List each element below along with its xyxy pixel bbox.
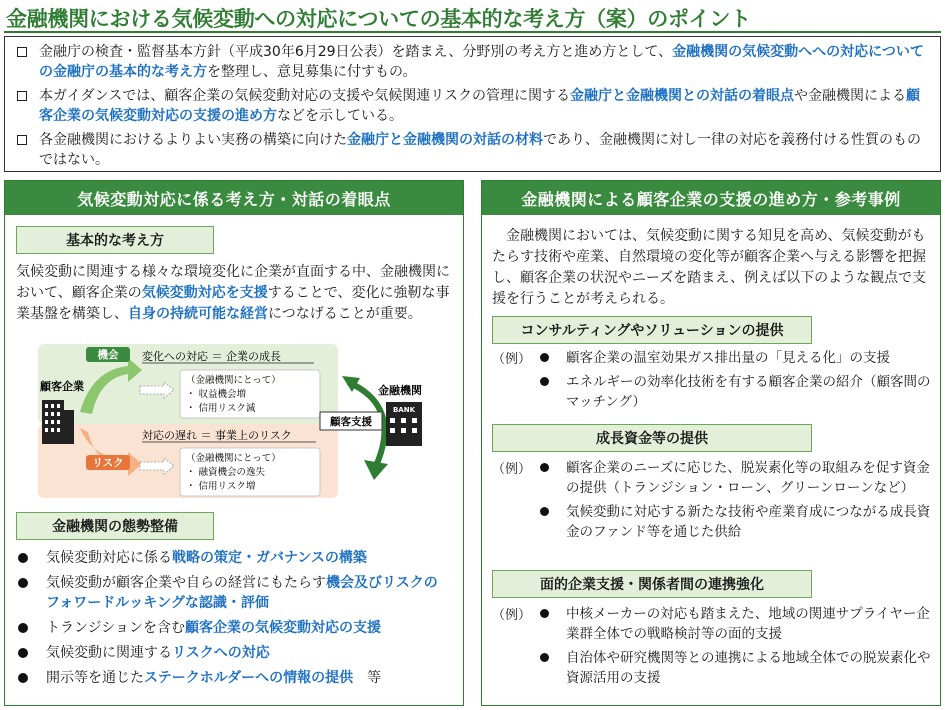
list-item: トランジションを含む顧客企業の気候変動対応の支援	[14, 618, 449, 638]
list-item: 自治体や研究機関等との連携による地域全体での脱炭素化や資源活用の支援	[540, 648, 932, 688]
example-label: （例）	[492, 462, 532, 477]
consulting-heading: コンサルティングやソリューションの提供	[492, 316, 812, 344]
risk-note: ・ 信用リスク増	[186, 481, 256, 492]
list-item: 顧客企業のニーズに応じた、脱炭素化等の取組みを促す資金の提供（トランジション・ローン、グリーンローンなど）	[540, 458, 932, 498]
risk-equation: 対応の遅れ ＝ 事業上のリスク	[142, 429, 292, 442]
growth-funding-examples	[492, 458, 932, 546]
page-title: 金融機関における気候変動への対応についての基本的な考え方（案）のポイント	[6, 7, 751, 31]
posture-list	[14, 548, 449, 693]
consulting-examples	[492, 348, 932, 416]
list-item: 顧客企業の温室効果ガス排出量の「見える化」の支援	[540, 348, 932, 368]
basic-approach-text: 気候変動に関連する様々な環境変化に企業が直面する中、金融機関において、顧客企業の気候変動対応を支援することで、変化に強靭な事業基盤を構築し、自身の持続可能な経営につなげることが重要。	[16, 264, 450, 322]
list-item: エネルギーの効率化技術を有する顧客企業の紹介（顧客間のマッチング）	[540, 372, 932, 412]
bullet-icon	[18, 648, 28, 658]
growth-funding-heading: 成長資金等の提供	[492, 424, 812, 452]
bullet-icon	[18, 673, 28, 683]
opportunity-tag-label: 機会	[97, 349, 119, 361]
opportunity-equation: 変化への対応 ＝ 企業の成長	[142, 350, 281, 363]
svg-text:BANK: BANK	[392, 406, 416, 414]
title-underline	[4, 31, 941, 33]
opportunity-note: ・ 信用リスク減	[186, 403, 256, 414]
list-item: 気候変動に対応する新たな技術や産業育成につながる成長資金のファンド等を通じた供給	[540, 502, 932, 542]
bullet-icon	[540, 353, 549, 362]
bank-building-icon	[386, 402, 422, 446]
risk-note-head: （金融機関にとって）	[186, 453, 281, 464]
list-item: 中核メーカーの対応も踏まえた、地域の関連サプライヤー企業群全体での戦略検討等の面的支援	[540, 604, 932, 644]
posture-heading: 金融機関の態勢整備	[16, 512, 214, 540]
bullet-icon	[18, 553, 28, 563]
risk-note: ・ 融資機会の逸失	[186, 467, 266, 478]
intro-item: 本ガイダンスでは、顧客企業の気候変動対応の支援や気候関連リスクの管理に関する金融庁と金融機関との対話の着眼点や金融機関による顧客企業の気候変動対応の支援の進め方などを示している。	[17, 86, 930, 126]
bullet-icon	[540, 507, 549, 516]
support-label: 顧客支援	[330, 416, 372, 428]
list-item: 開示等を通じたステークホルダーへの情報の提供 等	[14, 668, 449, 688]
bullet-icon	[540, 609, 549, 618]
basic-approach-heading: 基本的な考え方	[16, 226, 214, 254]
regional-support-heading: 面的企業支援・関係者間の連携強化	[492, 570, 812, 598]
intro-box	[4, 36, 941, 172]
opportunity-risk-diagram	[30, 342, 450, 502]
bullet-icon	[18, 623, 28, 633]
customer-label: 顧客企業	[40, 380, 84, 393]
example-label: （例）	[492, 608, 532, 623]
risk-tag-label: リスク	[92, 457, 124, 469]
opportunity-note-head: （金融機関にとって）	[186, 375, 281, 386]
square-bullet-icon	[17, 135, 27, 145]
bullet-icon	[18, 578, 28, 588]
regional-support-examples	[492, 604, 932, 692]
bank-label: 金融機関	[378, 384, 422, 397]
bullet-icon	[540, 377, 549, 386]
example-label: （例）	[492, 352, 532, 367]
square-bullet-icon	[17, 91, 27, 101]
list-item: 気候変動が顧客企業や自らの経営にもたらす機会及びリスクのフォワードルッキングな認識・評価	[14, 573, 449, 613]
opportunity-note: ・ 収益機会増	[186, 389, 247, 400]
intro-item: 各金融機関におけるよりよい実務の構築に向けた金融庁と金融機関の対話の材料であり、金融機関に対し一律の対応を義務付ける性質のものではない。	[17, 130, 930, 170]
square-bullet-icon	[17, 47, 27, 57]
support-intro-text: 金融機関においては、気候変動に関する知見を高め、気候変動がもたらす技術や産業、自然環境の変化等が顧客企業へ与える影響を把握し、顧客企業の状況やニーズを踏まえ、例えば以下のような観点で支援を行うことが考えられる。	[492, 228, 927, 307]
bullet-icon	[540, 653, 549, 662]
right-panel-header: 金融機関による顧客企業の支援の進め方・参考事例	[482, 181, 940, 215]
intro-item: 金融庁の検査・監督基本方針（平成30年6月29日公表）を踏まえ、分野別の考え方と進め方として、金融機関の気候変動へへの対応についての金融庁の基本的な考え方を整理し、意見募集に付すもの。	[17, 42, 930, 82]
bullet-icon	[540, 463, 549, 472]
list-item: 気候変動対応に係る戦略の策定・ガバナンスの構築	[14, 548, 449, 568]
left-panel-header: 気候変動対応に係る考え方・対話の着眼点	[5, 181, 463, 215]
list-item: 気候変動に関連するリスクへの対応	[14, 643, 449, 663]
